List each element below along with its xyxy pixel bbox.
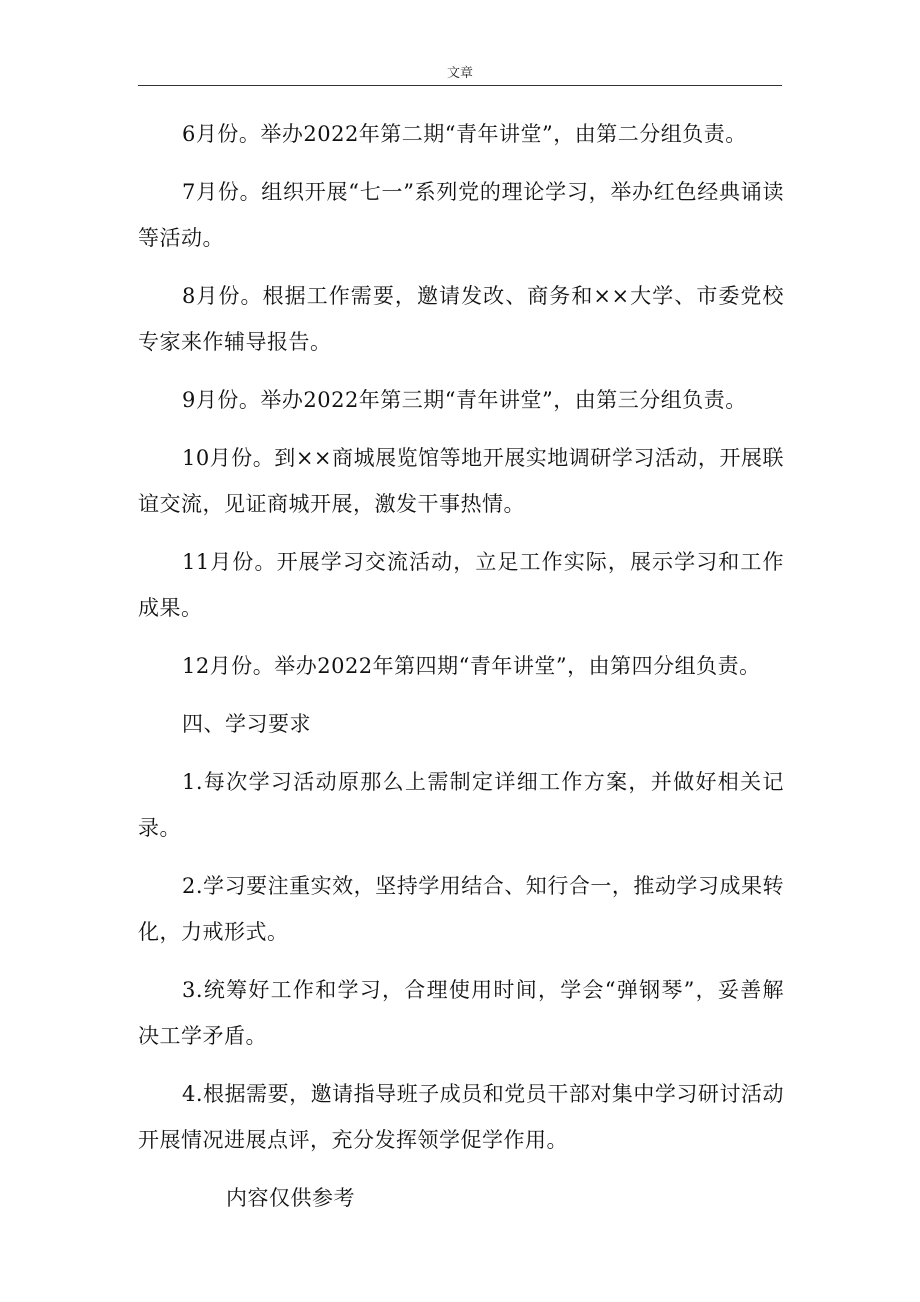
document-body (138, 111, 784, 1221)
requirement-item-1: 1.每次学习活动原那么上需制定详细工作方案，并做好相关记录。 (138, 770, 784, 840)
requirement-item-3: 3.统筹好工作和学习，合理使用时间，学会“弹钢琴”，妥善解决工学矛盾。 (138, 978, 784, 1048)
requirement-item-4: 4.根据需要，邀请指导班子成员和党员干部对集中学习研讨活动开展情况进展点评，充分发挥领学促学作用。 (138, 1082, 784, 1152)
paragraph-july: 7月份。组织开展“七一”系列党的理论学习，举办红色经典诵读等活动。 (138, 180, 784, 250)
header-divider (138, 85, 782, 86)
paragraph-october: 10月份。到××商城展览馆等地开展实地调研学习活动，开展联谊交流，见证商城开展，激发干事热情。 (138, 446, 784, 516)
reference-note: 内容仅供参考 (226, 1186, 355, 1210)
page-header: 文章 (446, 66, 473, 81)
paragraph-june: 6月份。举办2022年第二期“青年讲堂”，由第二分组负责。 (182, 122, 747, 146)
requirement-item-2: 2.学习要注重实效，坚持学用结合、知行合一，推动学习成果转化，力戒形式。 (138, 874, 784, 944)
paragraph-november: 11月份。开展学习交流活动，立足工作实际，展示学习和工作成果。 (138, 550, 784, 620)
section-heading-requirements: 四、学习要求 (182, 712, 311, 736)
paragraph-september: 9月份。举办2022年第三期“青年讲堂”，由第三分组负责。 (182, 388, 747, 412)
paragraph-december: 12月份。举办2022年第四期“青年讲堂”，由第四分组负责。 (182, 654, 761, 678)
paragraph-august: 8月份。根据工作需要，邀请发改、商务和××大学、市委党校专家来作辅导报告。 (138, 284, 784, 354)
